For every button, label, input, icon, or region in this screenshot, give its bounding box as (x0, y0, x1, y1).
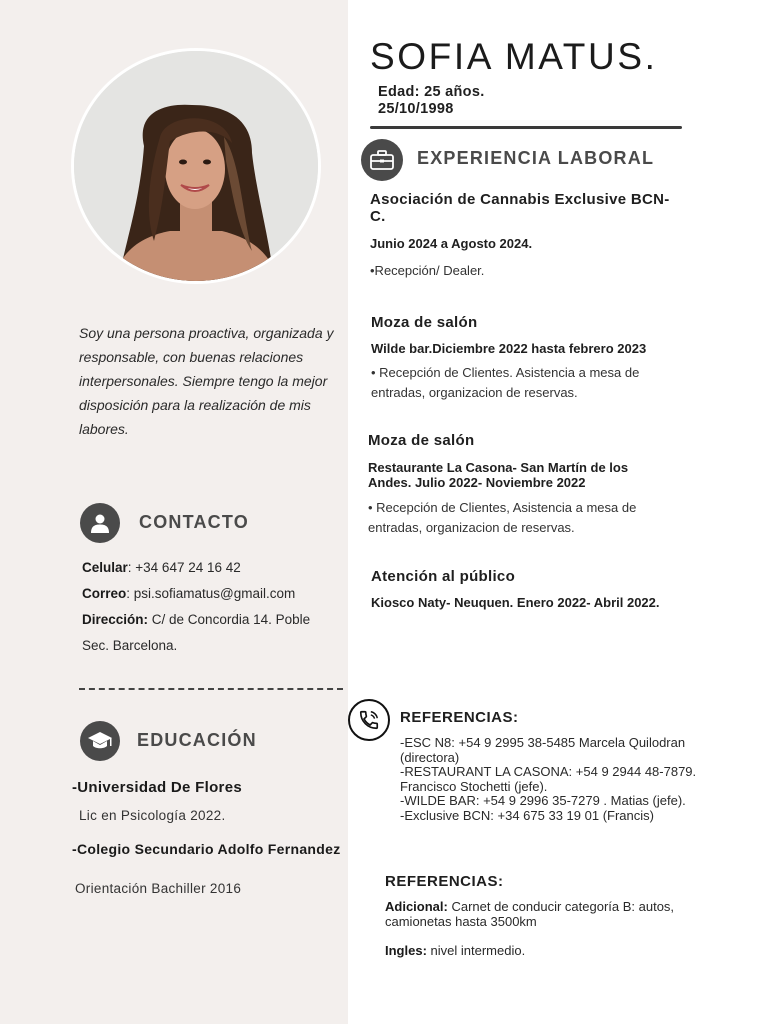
contact-address (82, 607, 340, 659)
profile-bio: Soy una persona proactiva, organizada y responsable, con buenas relaciones interpersonales. Siempre tengo la mejor disposición para la realización de mis labores. (79, 325, 334, 437)
reference-item: -ESC N8: +54 9 2995 38-5485 Marcela Quilodran (directora) (400, 735, 686, 765)
job-desc: •Recepción/ Dealer. (370, 263, 485, 278)
job-desc: • Recepción de Clientes, Asistencia a mesa de entradas, organizacion de reservas. (368, 500, 637, 535)
phone-value: : +34 647 24 16 42 (127, 560, 241, 575)
reference-item: -Exclusive BCN: +34 675 33 19 01 (Francis) (400, 807, 654, 823)
full-name: SOFIA MATUS. (370, 36, 658, 77)
job-title: Atención al público (371, 568, 516, 585)
job-title: Asociación de Cannabis Exclusive BCN- C. (370, 191, 670, 225)
briefcase-icon (361, 139, 403, 181)
email-label: Correo (82, 586, 127, 601)
job-desc: • Recepción de Clientes. Asistencia a mesa de entradas, organizacion de reservas. (371, 365, 640, 400)
contact-heading: CONTACTO (139, 512, 249, 532)
references-heading: REFERENCIAS: (400, 709, 519, 726)
extra-text: Carnet de conducir categoría B: autos, camionetas hasta 3500km (385, 899, 675, 929)
additional-language (385, 944, 685, 959)
age-text: Edad: 25 años. (378, 84, 485, 100)
contact-phone (82, 555, 342, 581)
profile-photo (71, 48, 321, 284)
portrait-image (74, 51, 318, 281)
reference-item: -WILDE BAR: +54 9 2996 35-7279 . Matias (jefe). (400, 793, 686, 808)
references-list (400, 736, 700, 823)
experience-heading: EXPERIENCIA LABORAL (417, 148, 655, 168)
phone-label: Celular (82, 560, 128, 575)
age-info (378, 84, 485, 118)
divider (79, 688, 343, 690)
graduation-cap-icon (80, 721, 120, 761)
job-title: Moza de salón (368, 432, 475, 449)
job-place: Restaurante La Casona- San Martín de los Andes. Julio 2022- Noviembre 2022 (368, 460, 629, 490)
education-item-title: -Universidad De Flores (72, 779, 242, 796)
address-value: C/ de Concordia 14. Poble Sec. Barcelona. (82, 612, 311, 653)
birthdate-text: 25/10/1998 (378, 101, 454, 117)
job-place: Kiosco Naty- Neuquen. Enero 2022- Abril 2022. (371, 595, 660, 610)
reference-item: -RESTAURANT LA CASONA: +54 9 2944 48-7879. Francisco Stochetti (jefe). (400, 764, 697, 794)
education-item-detail: Lic en Psicología 2022. (79, 808, 226, 823)
contact-email (82, 581, 342, 607)
education-item-title: -Colegio Secundario Adolfo Fernandez (72, 841, 341, 857)
additional-extra (385, 900, 685, 929)
user-icon (80, 503, 120, 543)
header-rule (370, 126, 682, 129)
education-heading: EDUCACIÓN (137, 730, 257, 750)
job-place: Junio 2024 a Agosto 2024. (370, 236, 533, 251)
language-text: nivel intermedio. (426, 943, 526, 958)
additional-heading: REFERENCIAS: (385, 873, 504, 890)
education-item-detail: Orientación Bachiller 2016 (75, 881, 242, 896)
extra-label: Adicional: (385, 899, 448, 914)
job-title: Moza de salón (371, 314, 478, 331)
email-value: : psi.sofiamatus@gmail.com (126, 586, 296, 601)
phone-icon (348, 699, 390, 741)
address-label: Dirección: (82, 612, 149, 627)
job-place: Wilde bar.Diciembre 2022 hasta febrero 2023 (371, 341, 647, 356)
language-label: Ingles: (385, 943, 427, 958)
